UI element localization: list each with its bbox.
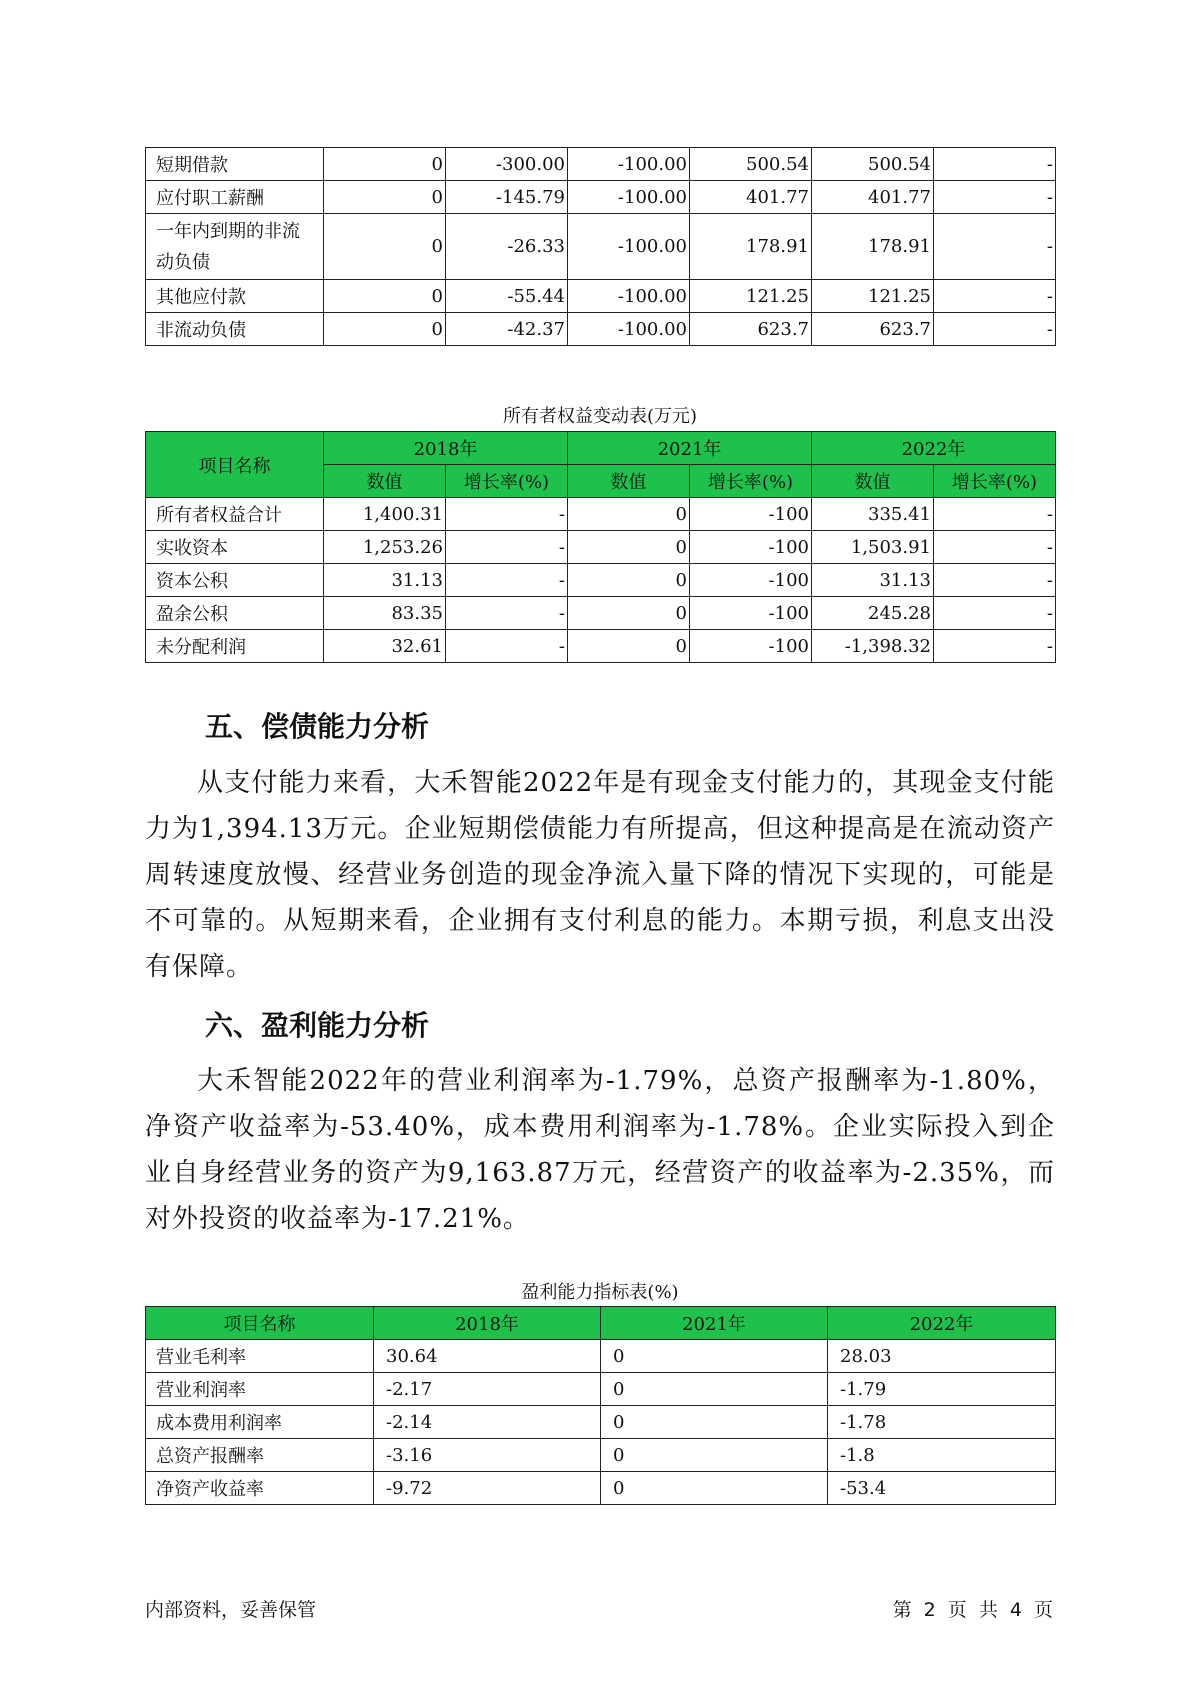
cell: -26.33 [446,214,568,280]
row-label: 实收资本 [146,531,324,564]
cell: - [934,498,1056,531]
cell: - [934,564,1056,597]
liabilities-table [145,147,1056,346]
cell: -100.00 [568,148,690,181]
cell: -100 [690,498,812,531]
cell: - [934,280,1056,313]
cell: 623.7 [690,313,812,346]
row-label: 营业利润率 [146,1373,374,1406]
cell: 0 [324,313,446,346]
cell: 0 [568,630,690,663]
cell: - [934,148,1056,181]
row-label: 短期借款 [146,148,324,181]
header-year: 2022年 [828,1307,1056,1340]
table-row [146,280,1056,313]
table-row [146,181,1056,214]
cell: 0 [324,214,446,280]
cell: -2.14 [374,1406,601,1439]
header-growth: 增长率(%) [446,465,568,498]
cell: -2.17 [374,1373,601,1406]
cell: 0 [568,531,690,564]
cell: 245.28 [812,597,934,630]
cell: - [446,630,568,663]
cell: -1.8 [828,1439,1056,1472]
row-label: 盈余公积 [146,597,324,630]
cell: 0 [324,280,446,313]
cell: 500.54 [690,148,812,181]
cell: -100.00 [568,181,690,214]
cell: 28.03 [828,1340,1056,1373]
cell: 0 [324,148,446,181]
equity-table-caption: 所有者权益变动表(万元) [502,406,698,427]
header-growth: 增长率(%) [934,465,1056,498]
cell: -100 [690,630,812,663]
cell: -1.78 [828,1406,1056,1439]
table-row [146,531,1056,564]
cell: 121.25 [812,280,934,313]
header-row [146,432,1056,465]
table-row [146,630,1056,663]
cell: -1.79 [828,1373,1056,1406]
row-label: 总资产报酬率 [146,1439,374,1472]
cell: 401.77 [690,181,812,214]
cell: - [934,531,1056,564]
cell: 623.7 [812,313,934,346]
header-value: 数值 [568,465,690,498]
row-label: 营业毛利率 [146,1340,374,1373]
row-label: 应付职工薪酬 [146,181,324,214]
header-value: 数值 [812,465,934,498]
cell: - [934,214,1056,280]
table-row [146,1472,1056,1505]
row-label: 一年内到期的非流动负债 [146,214,324,280]
header-value: 数值 [324,465,446,498]
row-label: 净资产收益率 [146,1472,374,1505]
cell: 0 [601,1472,828,1505]
cell: -42.37 [446,313,568,346]
cell: 0 [601,1373,828,1406]
cell: 83.35 [324,597,446,630]
table-row [146,313,1056,346]
table-row [146,148,1056,181]
cell: 0 [324,181,446,214]
header-growth: 增长率(%) [690,465,812,498]
profit-table [145,1306,1056,1505]
cell: - [934,630,1056,663]
header-year: 2021年 [568,432,812,465]
row-label: 非流动负债 [146,313,324,346]
cell: 0 [601,1439,828,1472]
cell: - [446,498,568,531]
profit-table-caption: 盈利能力指标表(%) [521,1282,679,1303]
cell: -145.79 [446,181,568,214]
profitability-paragraph: 大禾智能2022年的营业利润率为-1.79%，总资产报酬率为-1.80%，净资产收益率为-53.40%，成本费用利润率为-1.78%。企业实际投入到企业自身经营业务的资产为9,163.87万元，经营资产的收益率为-2.35%，而对外投资的收益率为-17.21%。 [145,1066,1055,1234]
header-row [146,1307,1056,1340]
cell: -9.72 [374,1472,601,1505]
section-heading-profitability: 六、盈利能力分析 [205,1009,430,1042]
footer-confidential-note: 内部资料，妥善保管 [145,1599,317,1621]
cell: 31.13 [324,564,446,597]
header-year: 2018年 [324,432,568,465]
table-row [146,498,1056,531]
table-row [146,564,1056,597]
cell: 121.25 [690,280,812,313]
row-label: 成本费用利润率 [146,1406,374,1439]
cell: -100 [690,564,812,597]
row-label: 资本公积 [146,564,324,597]
cell: -100.00 [568,214,690,280]
row-label: 未分配利润 [146,630,324,663]
solvency-paragraph: 从支付能力来看，大禾智能2022年是有现金支付能力的，其现金支付能力为1,394.13万元。企业短期偿债能力有所提高，但这种提高是在流动资产周转速度放慢、经营业务创造的现金净流入量下降的情况下实现的，可能是不可靠的。从短期来看，企业拥有支付利息的能力。本期亏损，利息支出没有保障。 [145,768,1055,982]
cell: 30.64 [374,1340,601,1373]
table-row [146,1340,1056,1373]
cell: -100 [690,531,812,564]
cell: 178.91 [812,214,934,280]
table-row [146,597,1056,630]
cell: 0 [568,498,690,531]
cell: - [446,531,568,564]
header-item: 项目名称 [146,432,324,498]
cell: 500.54 [812,148,934,181]
cell: -55.44 [446,280,568,313]
cell: - [446,597,568,630]
cell: - [934,181,1056,214]
table-row [146,214,1056,280]
header-year: 2018年 [374,1307,601,1340]
cell: 335.41 [812,498,934,531]
cell: 0 [601,1406,828,1439]
row-label: 所有者权益合计 [146,498,324,531]
header-year: 2022年 [812,432,1056,465]
cell: 178.91 [690,214,812,280]
cell: 0 [568,597,690,630]
cell: 0 [601,1340,828,1373]
cell: 1,253.26 [324,531,446,564]
footer-page-number: 第 2 页 共 4 页 [892,1599,1053,1621]
cell: -100 [690,597,812,630]
cell: -300.00 [446,148,568,181]
row-label: 其他应付款 [146,280,324,313]
table-row [146,1439,1056,1472]
cell: 0 [568,564,690,597]
cell: -1,398.32 [812,630,934,663]
table-row [146,1406,1056,1439]
cell: -3.16 [374,1439,601,1472]
cell: -100.00 [568,313,690,346]
section-heading-solvency: 五、偿债能力分析 [205,710,430,743]
header-item: 项目名称 [146,1307,374,1340]
cell: - [446,564,568,597]
cell: 1,400.31 [324,498,446,531]
cell: 401.77 [812,181,934,214]
header-year: 2021年 [601,1307,828,1340]
cell: 32.61 [324,630,446,663]
cell: -53.4 [828,1472,1056,1505]
cell: 1,503.91 [812,531,934,564]
cell: - [934,313,1056,346]
table-row [146,1373,1056,1406]
cell: 31.13 [812,564,934,597]
equity-table [145,431,1056,663]
cell: -100.00 [568,280,690,313]
cell: - [934,597,1056,630]
